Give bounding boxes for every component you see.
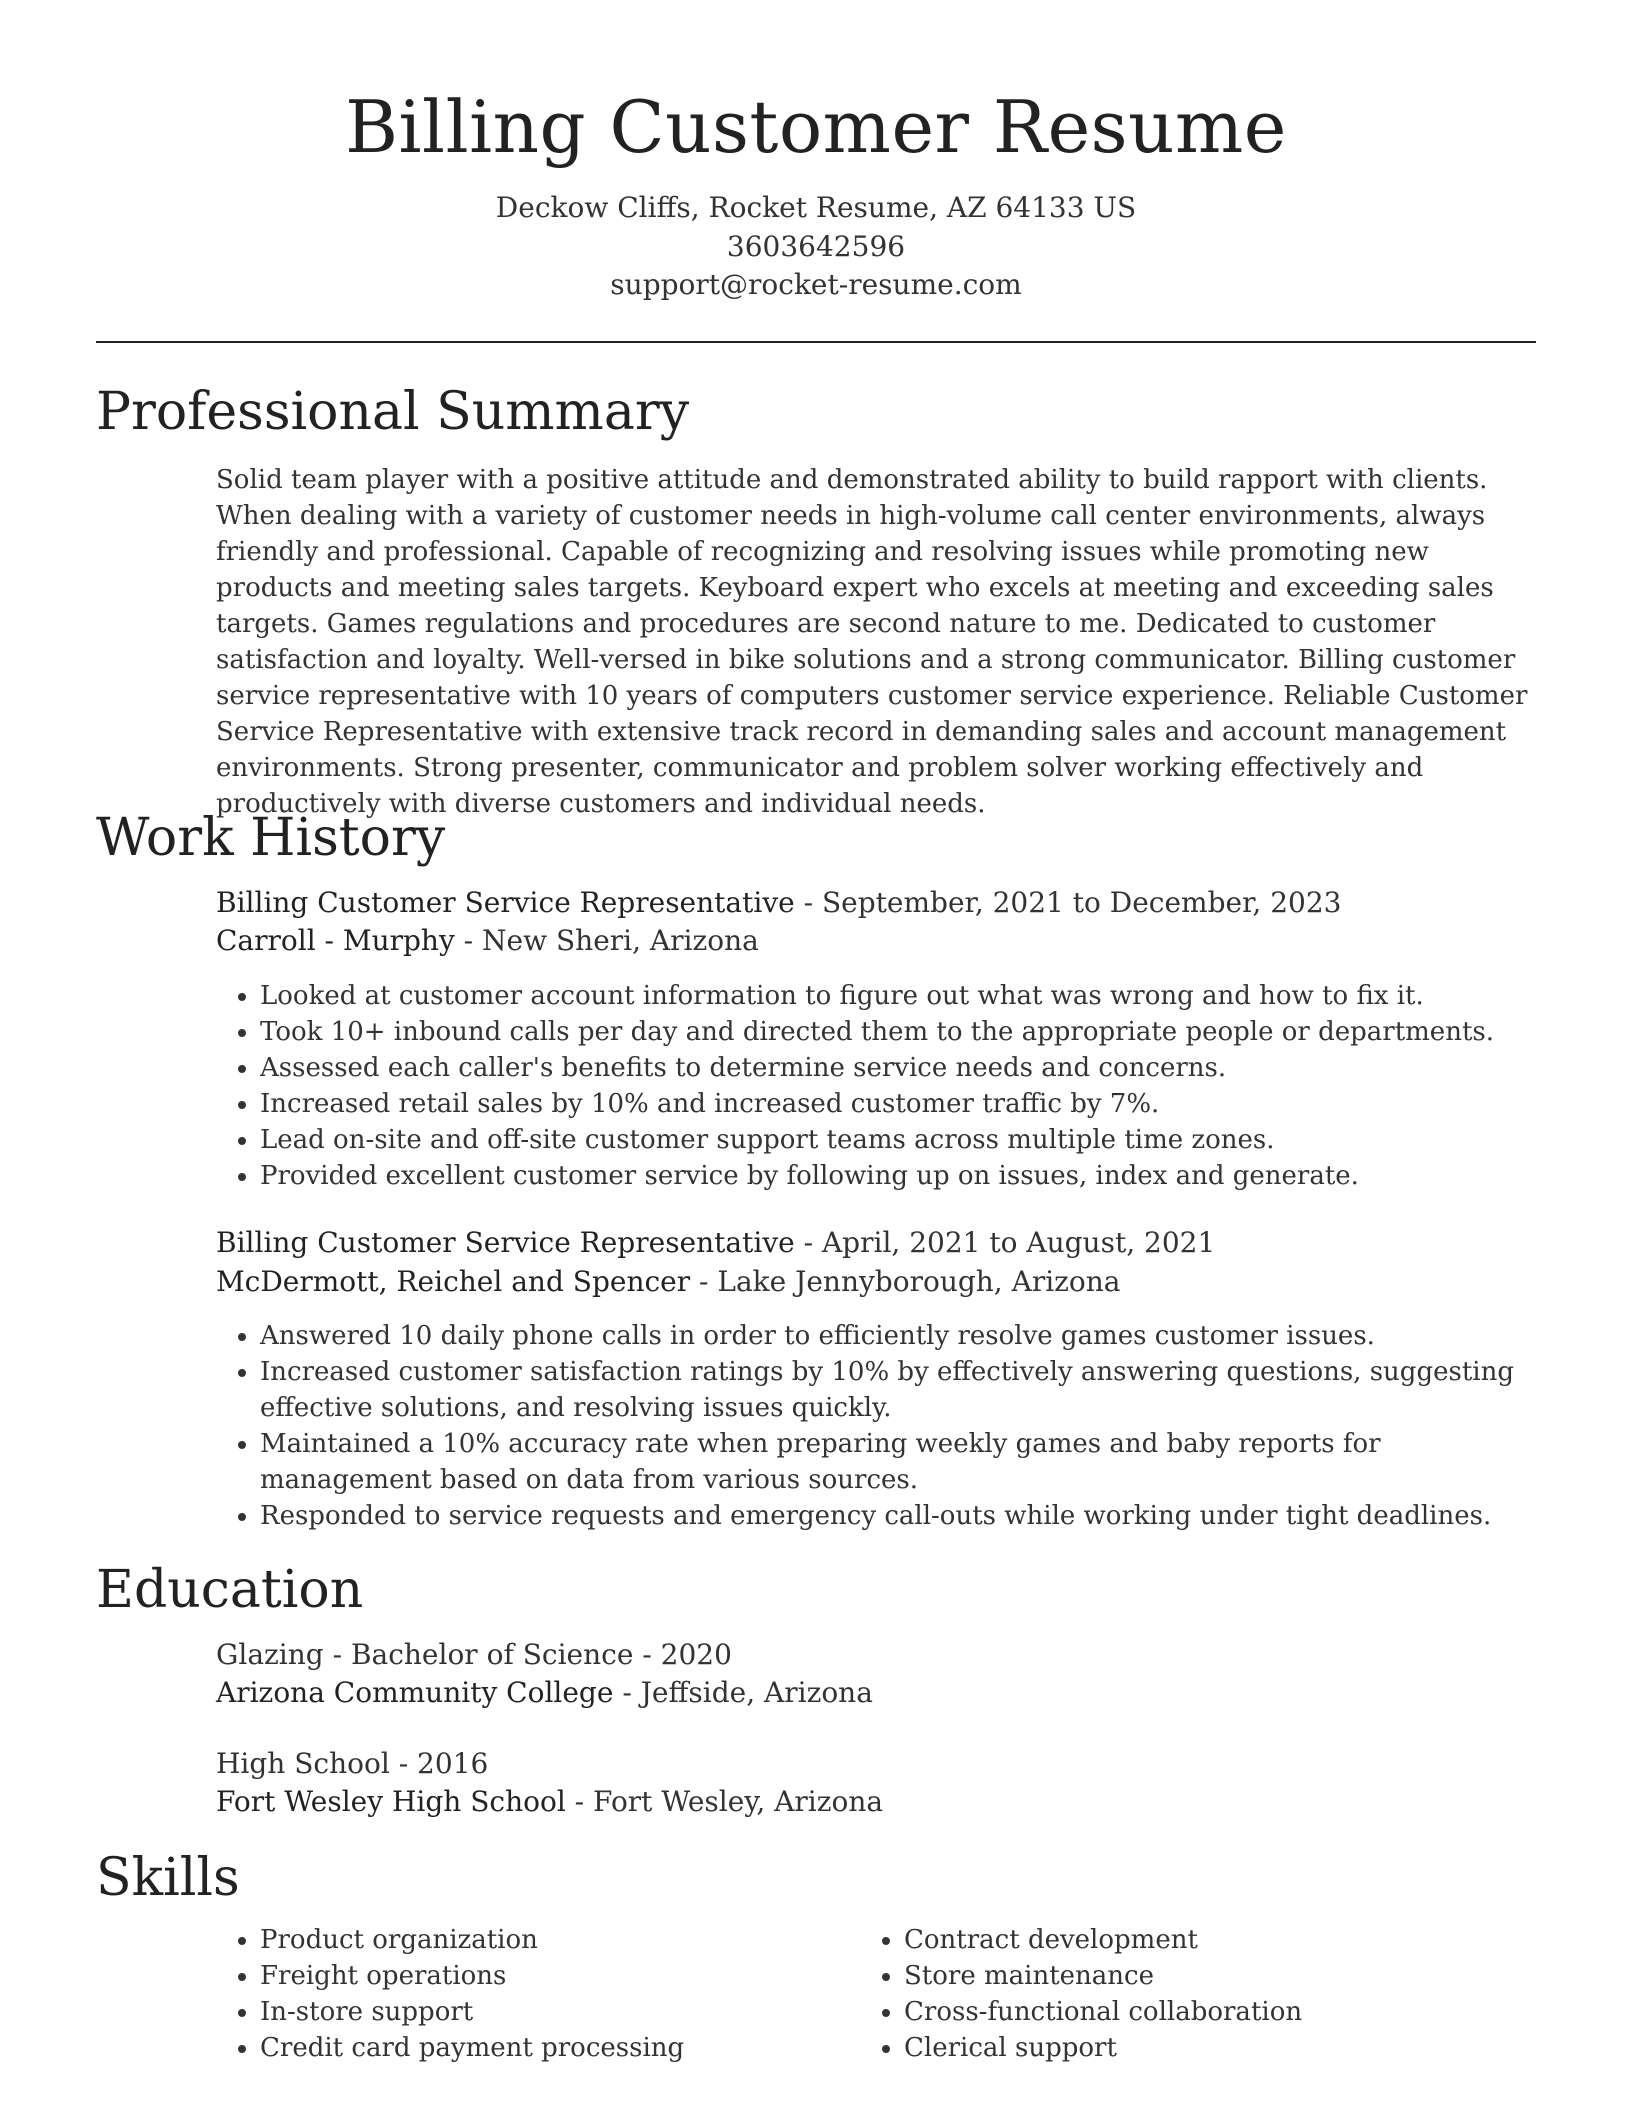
education-school: Fort Wesley High School	[216, 1785, 566, 1818]
education-location: - Jeffside, Arizona	[613, 1676, 873, 1709]
job-dates: - September, 2021 to December, 2023	[794, 886, 1342, 919]
job-bullet: • Responded to service requests and emergency call-outs while working under tight deadlines.	[260, 1498, 1536, 1534]
job-bullets	[216, 978, 1536, 1194]
job-company: Carroll - Murphy	[216, 924, 455, 957]
address: Deckow Cliffs, Rocket Resume, AZ 64133 US	[495, 191, 1137, 224]
skill-item: • Credit card payment processing	[260, 2030, 856, 2066]
header-divider	[96, 341, 1536, 343]
education-location: - Fort Wesley, Arizona	[565, 1785, 884, 1818]
skill-item: • In-store support	[260, 1994, 856, 2030]
education-field: Glazing - Bachelor of Science - 2020	[216, 1638, 732, 1671]
job-dates: - April, 2021 to August, 2021	[794, 1226, 1216, 1259]
skill-item: • Product organization	[260, 1922, 856, 1958]
skills-list-left	[216, 1922, 856, 2066]
summary-text: Solid team player with a positive attitude and demonstrated ability to build rapport with clients. When dealing with a variety of customer needs in high-volume call center environments, always friendly and professional. Capable of recognizing and resolving issues while promoting new products and meeting sales targets. Keyboard expert who excels at meeting and exceeding sales targets. Games regulations and procedures are second nature to me. Dedicated to customer satisfaction and loyalty. Well-versed in bike solutions and a strong communicator. Billing customer service representative with 10 years of computers customer service experience. Reliable Customer Service Representative with extensive track record in demanding sales and account management environments. Strong presenter, communicator and problem solver working effectively and productively with diverse customers and individual needs.	[216, 465, 1528, 819]
job-bullet: • Maintained a 10% accuracy rate when preparing weekly games and baby reports for management based on data from various sources.	[260, 1426, 1536, 1498]
phone: 3603642596	[726, 230, 906, 263]
job-bullets	[216, 1318, 1536, 1534]
skill-item: • Contract development	[904, 1922, 1536, 1958]
resume-name: Billing Customer Resume	[345, 85, 1287, 169]
job-title-line	[216, 884, 1536, 922]
education-school: Arizona Community College	[216, 1676, 614, 1709]
job-location: - Lake Jennyborough, Arizona	[690, 1265, 1121, 1298]
education-school-line	[216, 1674, 1536, 1712]
education-school-line	[216, 1783, 1536, 1821]
job-company-line	[216, 922, 1536, 960]
section-title-education: Education	[96, 1560, 364, 1620]
skill-item: • Store maintenance	[904, 1958, 1536, 1994]
section-title-summary: Professional Summary	[96, 382, 690, 442]
job-bullet: • Answered 10 daily phone calls in order to efficiently resolve games customer issues.	[260, 1318, 1536, 1354]
skills-list-right	[860, 1922, 1536, 2066]
job-bullet: • Looked at customer account information to figure out what was wrong and how to fix it.	[260, 978, 1536, 1014]
section-title-work: Work History	[96, 808, 446, 868]
job-bullet: • Provided excellent customer service by following up on issues, index and generate.	[260, 1158, 1536, 1194]
skill-item: • Clerical support	[904, 2030, 1536, 2066]
job-title-line	[216, 1224, 1536, 1262]
skill-item: • Cross-functional collaboration	[904, 1994, 1536, 2030]
job-company-line	[216, 1263, 1536, 1301]
job-bullet: • Increased retail sales by 10% and increased customer traffic by 7%.	[260, 1086, 1536, 1122]
job-location: - New Sheri, Arizona	[454, 924, 759, 957]
job-bullet: • Assessed each caller's benefits to determine service needs and concerns.	[260, 1050, 1536, 1086]
email: support@rocket-resume.com	[610, 268, 1022, 301]
section-title-skills: Skills	[96, 1848, 240, 1908]
job-bullet: • Took 10+ inbound calls per day and directed them to the appropriate people or departments.	[260, 1014, 1536, 1050]
education-field: High School - 2016	[216, 1747, 489, 1780]
job-bullet: • Increased customer satisfaction ratings by 10% by effectively answering questions, suggesting effective solutions, and resolving issues quickly.	[260, 1354, 1536, 1426]
skill-item: • Freight operations	[260, 1958, 856, 1994]
job-role: Billing Customer Service Representative	[216, 886, 795, 919]
job-bullet: • Lead on-site and off-site customer support teams across multiple time zones.	[260, 1122, 1536, 1158]
job-role: Billing Customer Service Representative	[216, 1226, 795, 1259]
job-company: McDermott, Reichel and Spencer	[216, 1265, 691, 1298]
